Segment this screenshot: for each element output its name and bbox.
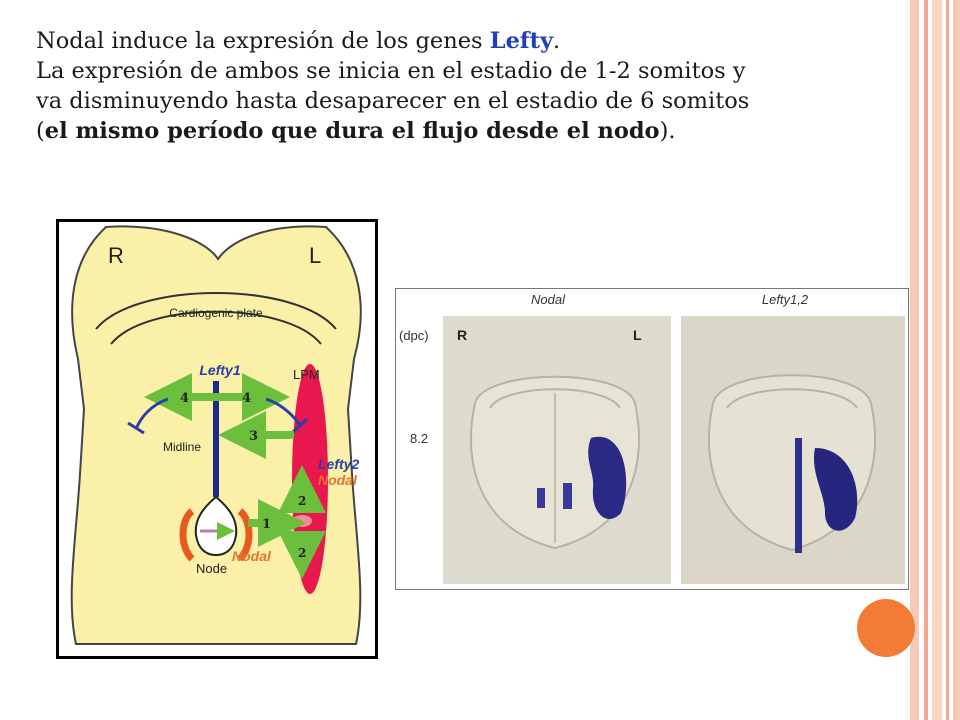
decorative-side-bars [910, 0, 960, 720]
num-4-left: 4 [180, 391, 190, 406]
bold-phrase: el mismo período que dura el flujo desde el nodo [44, 118, 660, 144]
label-lefty1: Lefty1 [199, 362, 241, 378]
label-cardiogenic-plate: Cardiogenic plate [169, 306, 263, 320]
photo-label-dpc: (dpc) [399, 328, 429, 343]
num-4-right: 4 [242, 391, 252, 406]
num-2-bottom: 2 [298, 546, 307, 560]
text-line-2: La expresión de ambos se inicia en el estadio de 1-2 somitos y [36, 58, 746, 84]
label-l: L [309, 243, 322, 268]
photo-label-stage: 8.2 [410, 431, 429, 446]
text-line-1: Nodal induce la expresión de los genes Lefty. [36, 28, 561, 54]
label-nodal-right: Nodal [318, 472, 357, 488]
text-line-4: (el mismo período que dura el flujo desde el nodo). [36, 118, 676, 144]
label-midline: Midline [163, 440, 202, 454]
nodal-stain-spot-2 [563, 483, 572, 509]
decorative-orange-circle [857, 599, 915, 657]
in-situ-photo-panel [395, 288, 909, 590]
nodal-stain-spot-1 [537, 488, 545, 508]
nodal-signal-dot [292, 515, 312, 527]
left-right-asymmetry-diagram [56, 219, 378, 659]
label-nodal-bottom: Nodal [232, 548, 271, 564]
lefty-highlight: Lefty [489, 28, 554, 54]
label-node: Node [196, 561, 228, 576]
photo-label-lefty12: Lefty1,2 [761, 292, 809, 307]
num-3: 3 [249, 429, 259, 444]
num-1: 1 [262, 517, 272, 532]
label-lefty2: Lefty2 [318, 456, 360, 472]
photo-label-r: R [457, 327, 468, 343]
label-r: R [108, 243, 124, 268]
lefty1-midline-stain [795, 438, 802, 553]
text-line-3: va disminuyendo hasta desaparecer en el estadio de 6 somitos [36, 88, 750, 114]
num-2-top: 2 [298, 494, 307, 508]
label-lpm: LPM [293, 367, 320, 382]
photo-label-l: L [633, 327, 642, 343]
photo-label-nodal: Nodal [531, 292, 565, 307]
slide-body-text [36, 26, 916, 146]
